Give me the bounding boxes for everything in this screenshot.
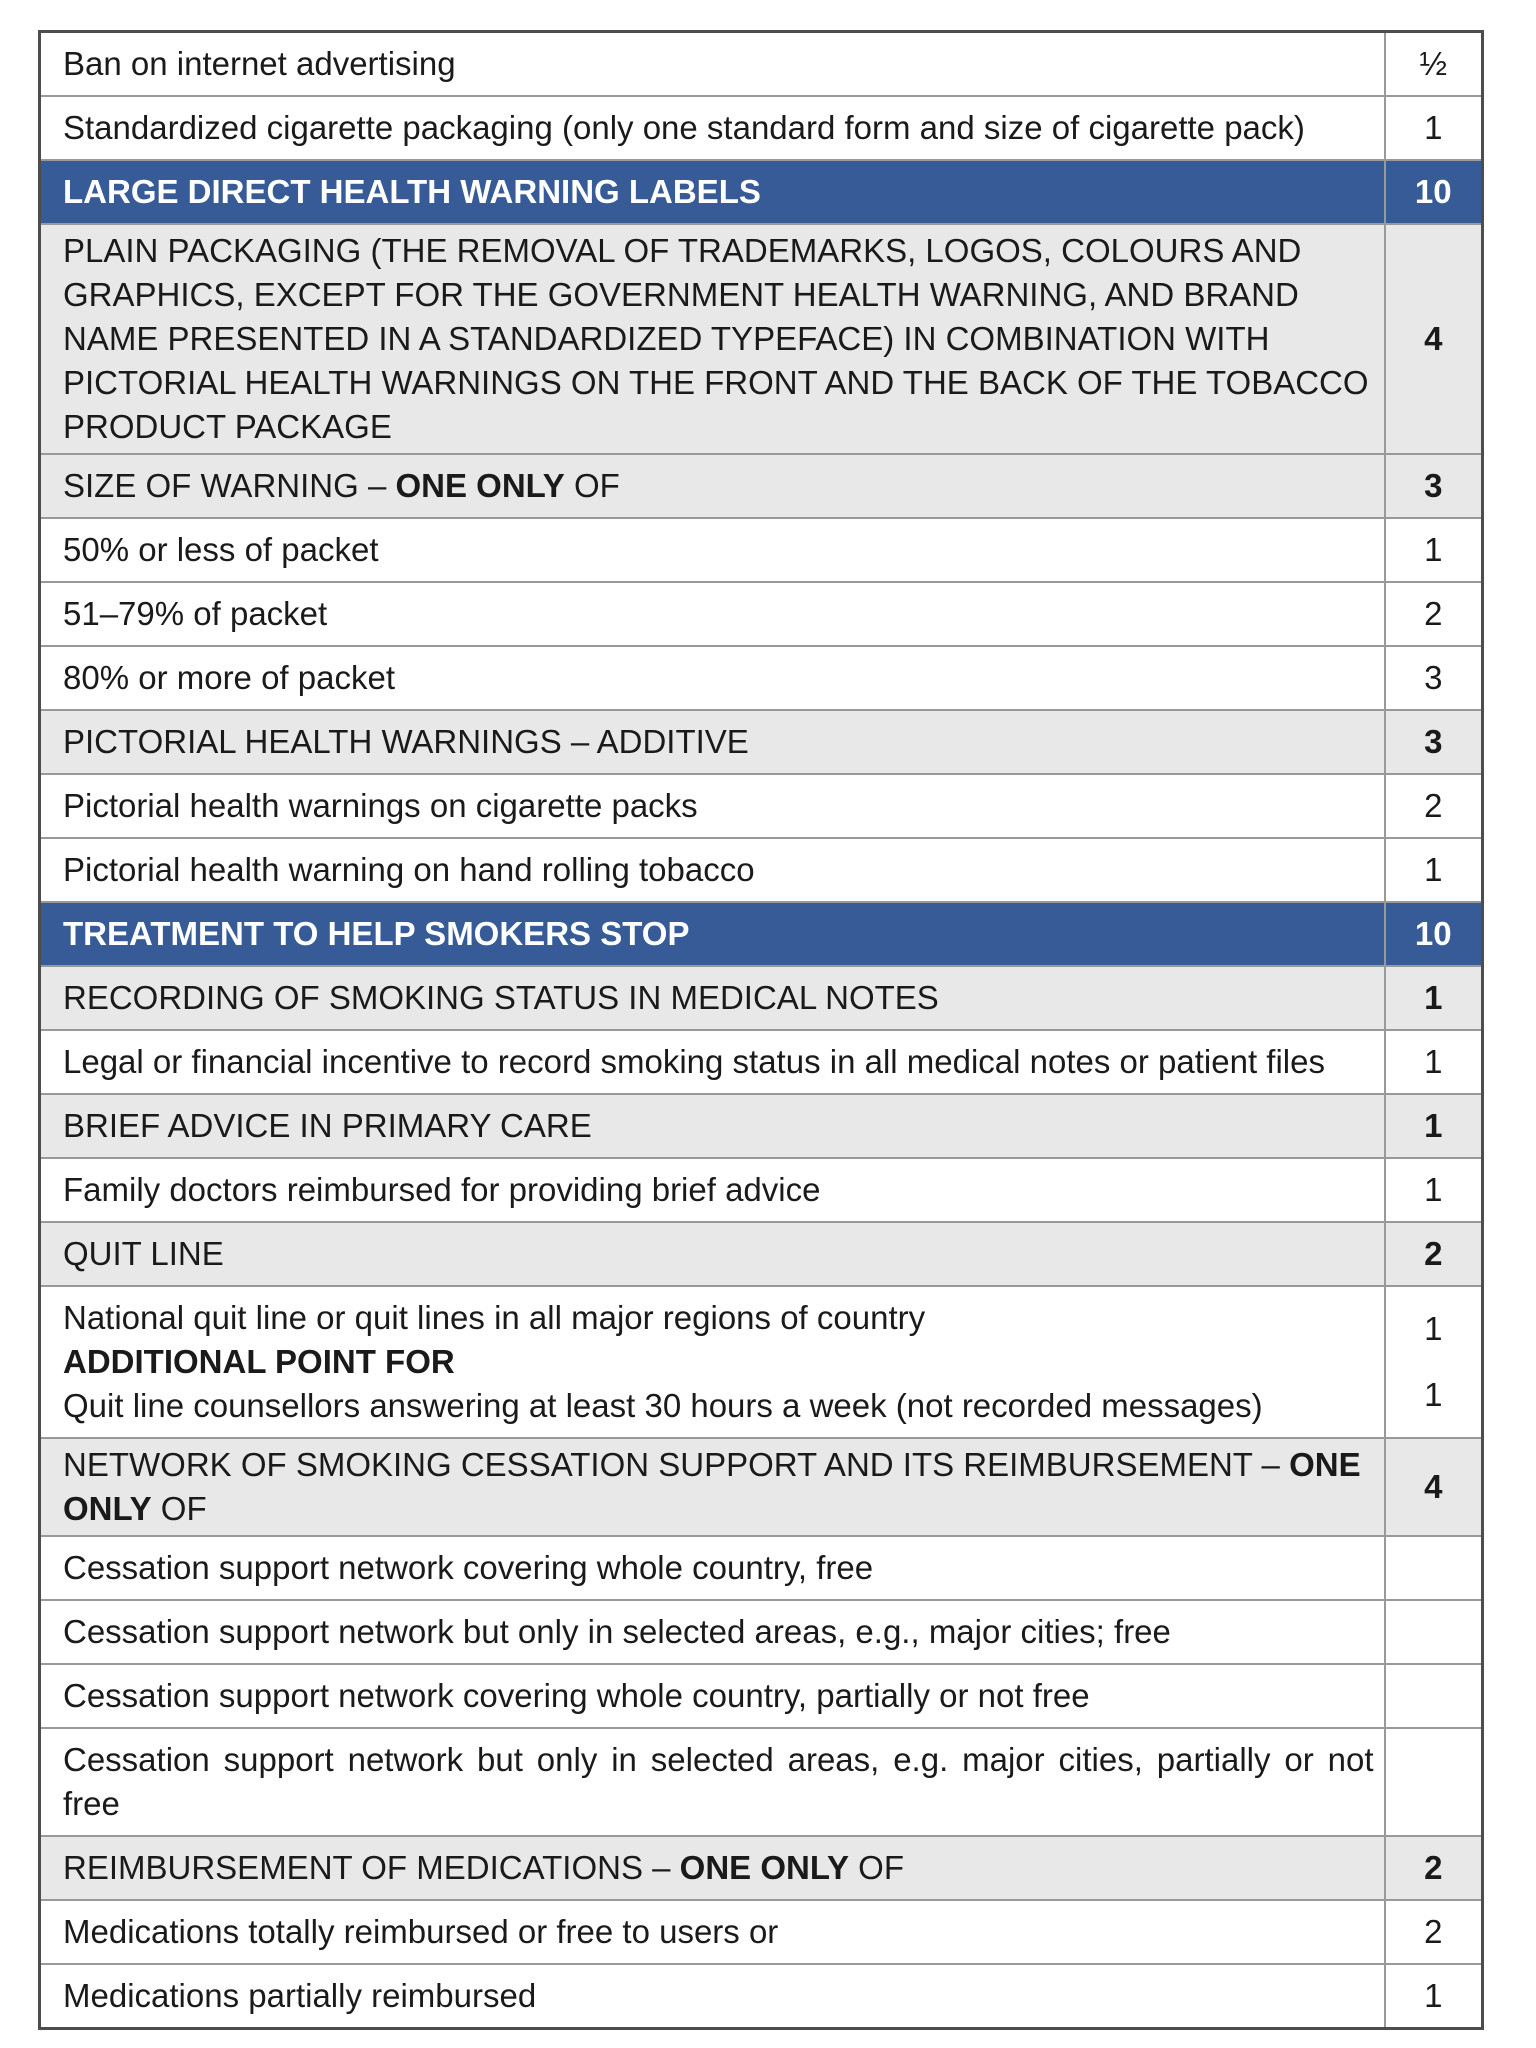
points-value: ½ (1419, 45, 1448, 82)
table-row (40, 518, 1483, 582)
points-cell (1385, 1286, 1483, 1438)
criterion-cell (40, 1158, 1385, 1222)
criterion-cell (40, 454, 1385, 518)
criterion-text: Family doctors reimbursed for providing brief advice (63, 1171, 821, 1208)
points-cell (1385, 454, 1483, 518)
table-row (40, 1728, 1483, 1836)
criterion-text: RECORDING OF SMOKING STATUS IN MEDICAL NOTES (63, 979, 939, 1016)
points-value: 2 (1424, 787, 1443, 824)
criterion-text: NETWORK OF SMOKING CESSATION SUPPORT AND ITS REIMBURSEMENT – (63, 1446, 1290, 1483)
criterion-text: OF (564, 467, 620, 504)
criterion-text: Standardized cigarette packaging (only one standard form and size of cigarette pack) (63, 109, 1305, 146)
points-value: 1 (1424, 851, 1443, 888)
points-cell (1385, 1964, 1483, 2029)
table-row (40, 96, 1483, 160)
points-cell (1385, 838, 1483, 902)
table-row (40, 1964, 1483, 2029)
criterion-cell (40, 96, 1385, 160)
criterion-text: Pictorial health warnings on cigarette packs (63, 787, 698, 824)
criterion-text: SIZE OF WARNING – (63, 467, 396, 504)
points-value: 10 (1414, 915, 1452, 952)
criterion-text: LARGE DIRECT HEALTH WARNING LABELS (63, 173, 761, 210)
points-value: 1 (1424, 109, 1443, 146)
criterion-text: Medications partially reimbursed (63, 1977, 537, 2014)
points-value: 2 (1424, 1913, 1443, 1950)
table-row (40, 1900, 1483, 1964)
table-row (40, 1438, 1483, 1536)
criterion-cell (40, 1438, 1385, 1536)
criterion-text: TREATMENT TO HELP SMOKERS STOP (63, 915, 690, 952)
criterion-cell (40, 1222, 1385, 1286)
criterion-text: Cessation support network covering whole country, free (63, 1549, 874, 1586)
criterion-cell (40, 1536, 1385, 1600)
points-cell (1385, 774, 1483, 838)
criterion-text: OF (849, 1849, 904, 1886)
points-value: 1 (1424, 531, 1443, 568)
criterion-cell (40, 518, 1385, 582)
points-cell (1385, 1728, 1483, 1836)
points-value: 10 (1414, 173, 1452, 210)
table-row (40, 1536, 1483, 1600)
points-cell (1385, 160, 1483, 224)
points-cell (1385, 966, 1483, 1030)
tobacco-control-scale-table (38, 30, 1484, 2030)
points-value: 1 (1424, 1376, 1443, 1413)
criterion-text: 51–79% of packet (63, 595, 328, 632)
criterion-text: Quit line counsellors answering at least 30 hours a week (not recorded messages) (63, 1387, 1263, 1424)
points-value: 2 (1424, 595, 1443, 632)
criterion-cell (40, 1836, 1385, 1900)
criterion-cell (40, 1286, 1385, 1438)
criterion-text: ONE ONLY (395, 467, 565, 504)
points-cell (1385, 582, 1483, 646)
criterion-cell (40, 160, 1385, 224)
criterion-text: 50% or less of packet (63, 531, 379, 568)
table-row (40, 966, 1483, 1030)
table-row (40, 1664, 1483, 1728)
points-cell (1385, 32, 1483, 97)
points-cell (1385, 710, 1483, 774)
points-cell (1385, 96, 1483, 160)
table-row (40, 582, 1483, 646)
points-cell (1385, 1438, 1483, 1536)
points-cell (1385, 1836, 1483, 1900)
points-cell (1385, 1094, 1483, 1158)
criterion-cell (40, 1664, 1385, 1728)
criterion-text: QUIT LINE (63, 1235, 224, 1272)
criterion-cell (40, 1964, 1385, 2029)
criterion-text: Cessation support network but only in selected areas, e.g. major cities, partially or not free (63, 1741, 1374, 1822)
points-value: 1 (1424, 1310, 1443, 1347)
table-row (40, 454, 1483, 518)
points-cell (1385, 224, 1483, 454)
criterion-text: ADDITIONAL POINT FOR (63, 1343, 455, 1380)
table-row (40, 902, 1483, 966)
table-row (40, 224, 1483, 454)
table-body (40, 32, 1483, 2029)
criterion-text: Pictorial health warning on hand rolling tobacco (63, 851, 755, 888)
criterion-cell (40, 1600, 1385, 1664)
points-cell (1385, 1158, 1483, 1222)
criterion-cell (40, 646, 1385, 710)
table-row (40, 1094, 1483, 1158)
criterion-text: OF (151, 1490, 207, 1527)
criterion-text: National quit line or quit lines in all major regions of country (63, 1299, 926, 1336)
points-value: 3 (1424, 659, 1443, 696)
criterion-cell (40, 1094, 1385, 1158)
criterion-cell (40, 838, 1385, 902)
table-row (40, 1286, 1483, 1438)
criterion-text: ONE ONLY (679, 1849, 849, 1886)
criterion-text: ONE ONLY (63, 1446, 1361, 1527)
criterion-cell (40, 774, 1385, 838)
criterion-text: Cessation support network but only in selected areas, e.g., major cities; free (63, 1613, 1171, 1650)
points-cell (1385, 1664, 1483, 1728)
points-value: 1 (1424, 979, 1443, 1016)
criterion-text: BRIEF ADVICE IN PRIMARY CARE (63, 1107, 592, 1144)
criterion-text: PLAIN PACKAGING (THE REMOVAL OF TRADEMARKS, LOGOS, COLOURS AND GRAPHICS, EXCEPT FOR THE GOVERNMENT HEALTH WARNING, AND BRAND NAME PRESENTED IN A STANDARDIZED TYPEFACE) IN COMBINATION WITH PICTORIAL HEALTH WARNINGS ON THE FRONT AND THE BACK OF THE TOBACCO PRODUCT PACKAGE (63, 232, 1369, 445)
table-row (40, 838, 1483, 902)
criterion-text: Ban on internet advertising (63, 45, 456, 82)
criterion-text: Medications totally reimbursed or free to users or (63, 1913, 779, 1950)
table-row (40, 710, 1483, 774)
criterion-cell (40, 1728, 1385, 1836)
table-row (40, 32, 1483, 97)
points-cell (1385, 1030, 1483, 1094)
points-cell (1385, 646, 1483, 710)
points-value: 4 (1424, 320, 1443, 357)
points-value: 4 (1424, 1468, 1443, 1505)
table-row (40, 1600, 1483, 1664)
points-cell (1385, 1900, 1483, 1964)
points-value: 2 (1424, 1849, 1443, 1886)
criterion-text: 80% or more of packet (63, 659, 395, 696)
points-cell (1385, 1222, 1483, 1286)
table-row (40, 1030, 1483, 1094)
criterion-text: REIMBURSEMENT OF MEDICATIONS – (63, 1849, 680, 1886)
points-value: 1 (1424, 1107, 1443, 1144)
table-row (40, 646, 1483, 710)
criterion-text: Cessation support network covering whole country, partially or not free (63, 1677, 1090, 1714)
criterion-cell (40, 224, 1385, 454)
table-row (40, 160, 1483, 224)
criterion-cell (40, 902, 1385, 966)
criterion-cell (40, 1900, 1385, 1964)
points-value: 1 (1424, 1043, 1443, 1080)
points-value: 2 (1424, 1235, 1443, 1272)
points-value: 3 (1424, 467, 1443, 504)
criterion-cell (40, 582, 1385, 646)
table-row (40, 774, 1483, 838)
criterion-text: PICTORIAL HEALTH WARNINGS – ADDITIVE (63, 723, 749, 760)
table-row (40, 1158, 1483, 1222)
points-value: 1 (1424, 1171, 1443, 1208)
table-row (40, 1222, 1483, 1286)
points-value: 3 (1424, 723, 1443, 760)
points-cell (1385, 1536, 1483, 1600)
criterion-cell (40, 32, 1385, 97)
points-cell (1385, 902, 1483, 966)
criterion-cell (40, 710, 1385, 774)
table-row (40, 1836, 1483, 1900)
criterion-cell (40, 1030, 1385, 1094)
criterion-cell (40, 966, 1385, 1030)
points-cell (1385, 1600, 1483, 1664)
points-cell (1385, 518, 1483, 582)
criterion-text: Legal or financial incentive to record smoking status in all medical notes or patient files (63, 1043, 1325, 1080)
points-value: 1 (1424, 1977, 1443, 2014)
